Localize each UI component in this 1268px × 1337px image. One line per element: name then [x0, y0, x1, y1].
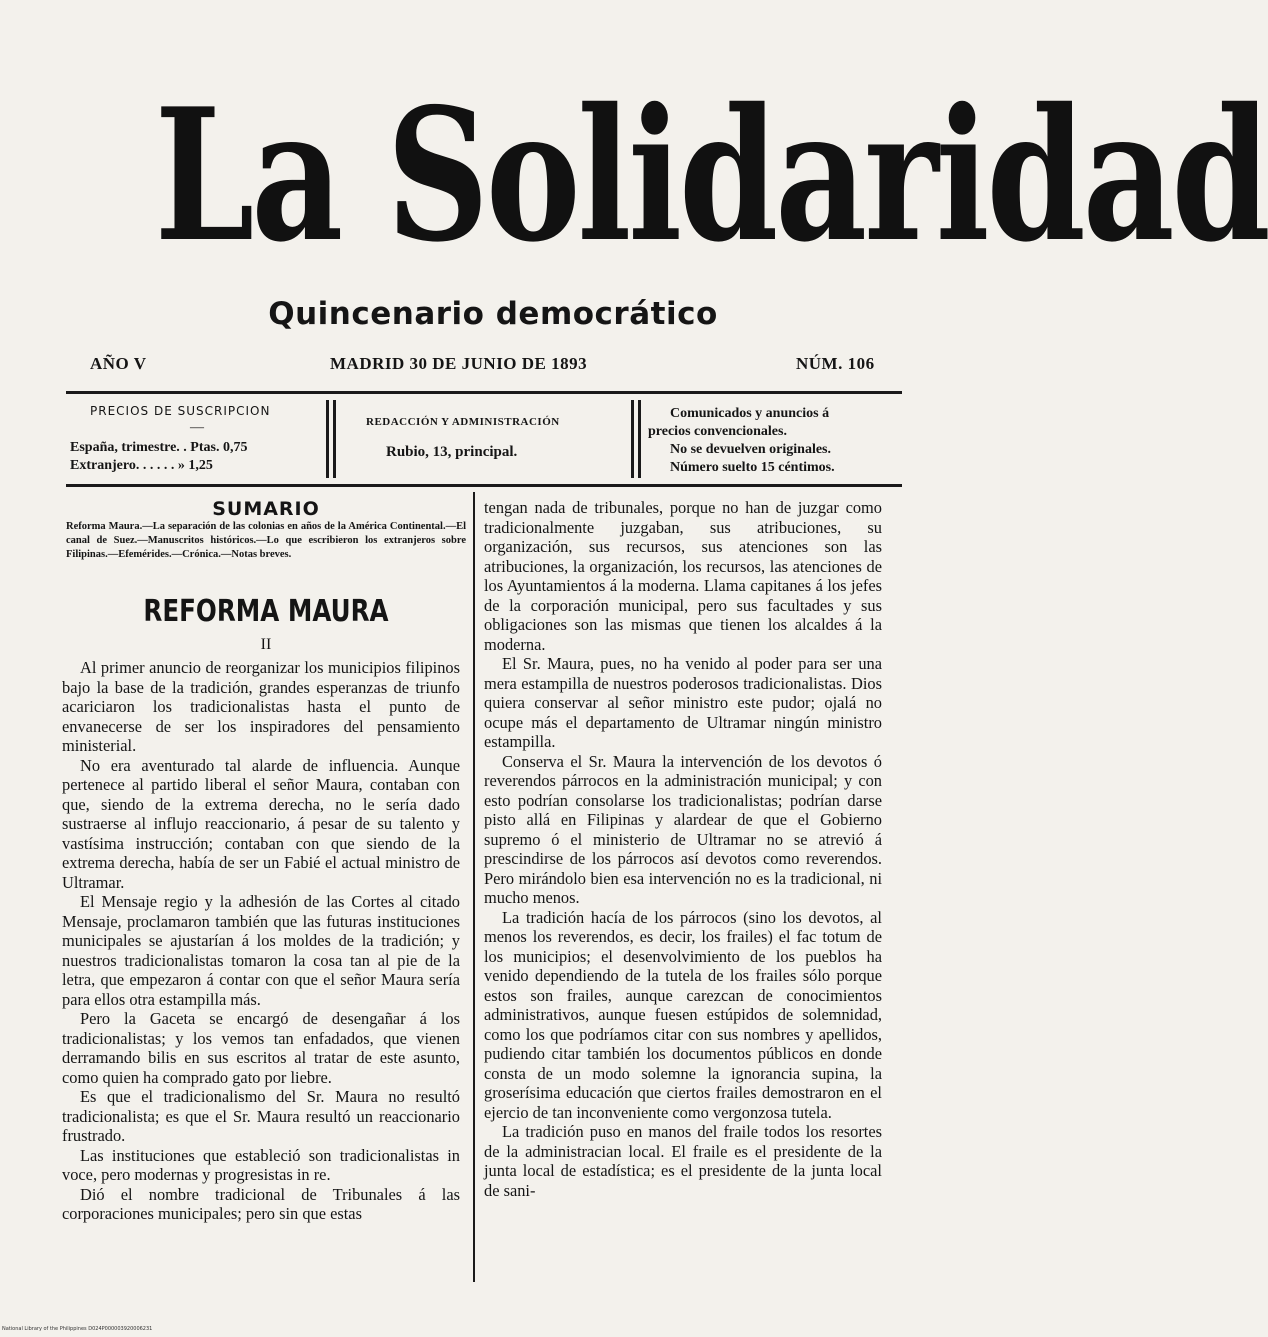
- article-part: II: [260, 636, 272, 653]
- masthead-title: La Solidaridad: [154, 68, 1268, 282]
- article-headline: REFORMA MAURA: [143, 594, 389, 629]
- subscription-dash: —: [190, 420, 204, 435]
- box-divider-left-2: [333, 400, 336, 478]
- paragraph: Pero la Gaceta se encargó de desengañar á los tradicionalistas; y los vemos tan enfadados, que vienen derramando bilis en sus escritos al tratar de este asunto, como quien ha comprado gato por liebre.: [62, 1009, 460, 1087]
- paragraph: La tradición hacía de los párrocos (sino los devotos, al menos los reverendos, es decir, los frailes) el fac totum de los municipios; el desenvolvimiento de los pueblos ha venido dependiendo de la tutela de los frailes sólo porque estos son frailes, aunque carezcan de conocimientos administrativos, aunque fuesen estúpidos de solemnidad, como los que podríamos citar con sus nombres y apellidos, pudiendo citar también los documentos públicos en donde consta de un modo solemne la ignorancia supina, la groserísima educación que ciertos frailes demostraron en el ejercio de tan inconveniente como vergonzosa tutela.: [484, 907, 882, 1122]
- left-column: [62, 658, 460, 1278]
- year-label: AÑO V: [90, 354, 147, 373]
- issue-number: NÚM. 106: [796, 354, 875, 373]
- notice-line-2: precios convencionales.: [648, 424, 787, 439]
- paragraph: Conserva el Sr. Maura la intervención de los devotos ó reverendos párrocos en la administración municipal; y con esto podrían consolarse los tradicionalistas; podrían darse pisto allá en Filipinas y alardear de que el Gobierno supremo ó el ministerio de Ultramar no se atrevió á prescindirse de los párrocos así devotos como reverendos. Pero mirándolo bien esa intervención no es la tradicional, ni mucho menos.: [484, 751, 882, 907]
- box-divider-left: [326, 400, 329, 478]
- paragraph: No era aventurado tal alarde de influencia. Aunque pertenece al partido liberal el señor Maura, contaban con que, siendo de la extrema derecha, no le sería dado sustraerse al influjo reaccionario, á pesar de su talento y vastísima instrucción; contaban con que siendo de la extrema derecha, había de ser un Fabié el actual ministro de Ultramar.: [62, 755, 460, 892]
- admin-address: Rubio, 13, principal.: [386, 444, 518, 460]
- paragraph: El Sr. Maura, pues, no ha venido al poder para ser una mera estampilla de nuestros poderosos tradicionalistas. Dios quiera conservar al señor ministro este pudor; ojalá no ocupe más el departamento de Ultramar ningún ministro estampilla.: [484, 654, 882, 751]
- notice-line-4: Número suelto 15 céntimos.: [670, 460, 835, 475]
- box-divider-right: [631, 400, 634, 478]
- paragraph: Es que el tradicionalismo del Sr. Maura no resultó tradicionalista; es que el Sr. Maura resultó un reaccionario frustrado.: [62, 1087, 460, 1145]
- paragraph: tengan nada de tribunales, porque no han de juzgar como tradicionalmente juzgaban, sus atribuciones, su organización, sus recursos, sus atenciones son las atribuciones, la organización, los recursos, las atenciones de los Ayuntamientos á la moderna. Llama capitanes á los jefes de la corporación municipal, pero sus facultades y sus obligaciones son las mismas que tienen los alcaldes á la moderna.: [484, 498, 882, 654]
- issue-date: MADRID 30 DE JUNIO DE 1893: [330, 354, 588, 373]
- box-divider-right-2: [638, 400, 641, 478]
- paragraph: Dió el nombre tradicional de Tribunales á las corporaciones municipales; pero sin que estas: [62, 1184, 460, 1223]
- paragraph: El Mensaje regio y la adhesión de las Cortes al citado Mensaje, proclamaron también que las futuras instituciones municipales se ajustarían á los moldes de la tradición; y nuestros tradicionalistas tomaron la cosa tan al pie de la letra, que empezaron á contar con que el señor Maura sería para ellos otra estampilla más.: [62, 892, 460, 1009]
- paragraph: La tradición puso en manos del fraile todos los resortes de la administracian local. El fraile es el presidente de la junta local de estadística; es el presidente de la junta local de sani-: [484, 1122, 882, 1200]
- sumario-text: Reforma Maura.—La separación de las colonias en años de la América Continental.—El canal de Suez.—Manuscritos históricos.—Lo que escribieron los extranjeros sobre Filipinas.—Efemérides.—Crónica.—Notas breves.: [66, 521, 466, 560]
- column-divider: [473, 492, 475, 1282]
- subscription-title: PRECIOS DE SUSCRIPCION: [90, 404, 271, 418]
- notice-line-3: No se devuelven originales.: [670, 442, 831, 457]
- price-spain: España, trimestre. . Ptas. 0,75: [70, 440, 248, 455]
- bottom-rule: [66, 484, 902, 487]
- price-abroad: Extranjero. . . . . . » 1,25: [70, 458, 213, 473]
- paragraph: Las instituciones que estableció son tradicionalistas in voce, pero modernas y progresistas in re.: [62, 1145, 460, 1184]
- masthead-subtitle: Quincenario democrático: [268, 296, 718, 332]
- top-rule: [66, 391, 902, 394]
- sumario-title: SUMARIO: [212, 498, 320, 520]
- library-credit: National Library of the Philippines D024P000003920006231: [2, 1326, 153, 1332]
- paragraph: Al primer anuncio de reorganizar los municipios filipinos bajo la base de la tradición, grandes esperanzas de triunfo acariciaron los tradicionalistas hasta el punto de envanecerse de ser los inspiradores del pensamiento ministerial.: [62, 658, 460, 755]
- right-column: [484, 498, 882, 1278]
- admin-title: REDACCIÓN Y ADMINISTRACIÓN: [366, 416, 560, 428]
- notice-line-1: Comunicados y anuncios á: [670, 406, 830, 421]
